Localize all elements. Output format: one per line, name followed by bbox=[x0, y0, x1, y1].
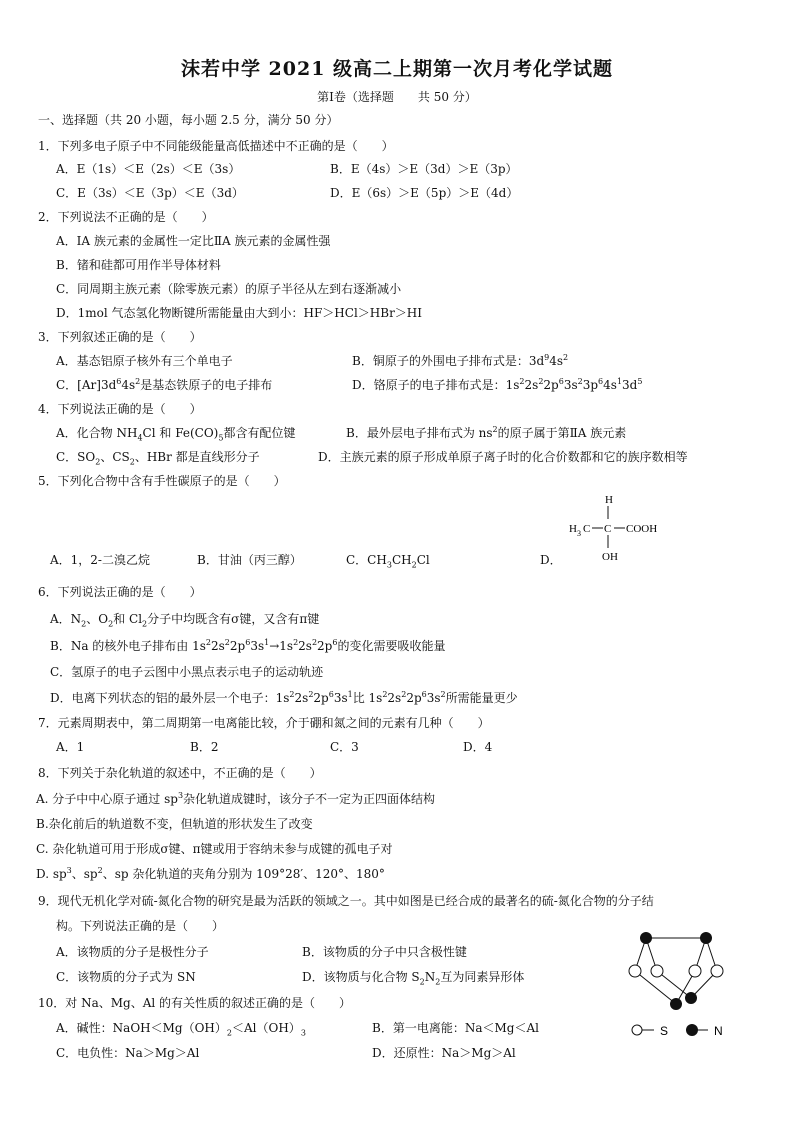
struct-right-cooh: COOH bbox=[626, 523, 658, 535]
struct-bottom-oh: OH bbox=[602, 551, 618, 563]
page-title: 沫若中学 2021 级高二上期第一次月考化学试题 bbox=[180, 58, 614, 80]
q3-option-a: A．基态铝原子核外有三个单电子 bbox=[56, 354, 233, 368]
section-heading: 一、选择题（共 20 小题，每小题 2.5 分，满分 50 分） bbox=[38, 113, 339, 127]
q6-option-a: A．$N_2$、$O_2$和 $Cl_2$分子中均既含有σ键，又含有π键 bbox=[50, 612, 320, 629]
q1-option-b: B．E（4s）＞E（3d）＞E（3p） bbox=[330, 162, 518, 176]
q2-option-b: B．锗和硅都可用作半导体材料 bbox=[56, 258, 221, 272]
q7-option-c: C．3 bbox=[330, 740, 359, 754]
struct-left-h: H bbox=[569, 523, 577, 535]
q9-option-b: B．该物质的分子中只含极性键 bbox=[302, 945, 467, 959]
q9-stem-line2: 构。下列说法正确的是（ ） bbox=[56, 919, 225, 933]
q5-option-c: C．$CH_3CH_2Cl$ bbox=[346, 553, 430, 570]
q1-stem: 1．下列多电子原子中不同能级能量高低描述中不正确的是（ ） bbox=[38, 139, 394, 153]
legend-s-label: S bbox=[660, 1024, 669, 1038]
q6-option-d: D．电离下列状态的铝的最外层一个电子：$1s^22s^22p^63s^1$比 $1s^22s^22p^63s^2$所需能量更少 bbox=[50, 690, 518, 705]
q9-stem-line1: 9．现代无机化学对硫-氮化合物的研究是最为活跃的领域之一。其中如图是已经合成的最著名的硫-氮化合物的分子结 bbox=[38, 894, 654, 908]
q8-option-a: A. 分子中中心原子通过 $sp^3$杂化轨道成键时，该分子不一定为正四面体结构 bbox=[36, 791, 436, 806]
q7-option-d: D．4 bbox=[463, 740, 493, 754]
nitrogen-atom bbox=[640, 932, 652, 944]
q5-stem: 5．下列化合物中含有手性碳原子的是（ ） bbox=[38, 474, 286, 488]
q2-stem: 2．下列说法不正确的是（ ） bbox=[38, 210, 214, 224]
sulfur-atom bbox=[629, 965, 641, 977]
molecule-legend bbox=[630, 1020, 740, 1040]
q3-option-c: C．$[Ar]3d^64s^2$是基态铁原子的电子排布 bbox=[56, 377, 273, 392]
s4n4-molecule-diagram bbox=[626, 926, 726, 1012]
q6-option-b: B．Na 的核外电子排布由 $1s^22s^22p^63s^1\to 1s^22s^22p^6$的变化需要吸收能量 bbox=[50, 638, 446, 653]
q5-option-b: B．甘油（丙三醇） bbox=[197, 553, 302, 567]
q10-option-d: D．还原性：Na＞Mg＞Al bbox=[372, 1046, 516, 1060]
q3-option-b: B．铜原子的外围电子排布式是：$3d^94s^2$ bbox=[352, 353, 569, 368]
q10-option-b: B．第一电离能：Na＜Mg＜Al bbox=[372, 1021, 539, 1035]
q7-option-b: B．2 bbox=[190, 740, 219, 754]
struct-center-c: C bbox=[604, 523, 612, 535]
q10-option-a: A．碱性：$NaOH<Mg(OH)_2<Al(OH)_3$ bbox=[56, 1021, 306, 1038]
q2-option-c: C．同周期主族元素（除零族元素）的原子半径从左到右逐渐减小 bbox=[56, 282, 402, 296]
q5-option-a: A．1，2-二溴乙烷 bbox=[50, 553, 150, 567]
q4-option-c: C．$SO_2$、$CS_2$、HBr 都是直线形分子 bbox=[56, 450, 260, 467]
q8-stem: 8．下列关于杂化轨道的叙述中，不正确的是（ ） bbox=[38, 766, 322, 780]
q8-option-b: B.杂化前后的轨道数不变，但轨道的形状发生了改变 bbox=[36, 817, 313, 831]
q5-option-d: D． bbox=[540, 553, 562, 567]
q10-stem: 10．对 Na、Mg、Al 的有关性质的叙述正确的是（ ） bbox=[38, 996, 352, 1010]
nitrogen-atom bbox=[685, 992, 697, 1004]
struct-left-c: C bbox=[583, 523, 591, 535]
q7-stem: 7．元素周期表中，第二周期第一电离能比较，介于硼和氮之间的元素有几种（ ） bbox=[38, 716, 490, 730]
sulfur-atom bbox=[711, 965, 723, 977]
q3-stem: 3．下列叙述正确的是（ ） bbox=[38, 330, 202, 344]
sulfur-atom bbox=[689, 965, 701, 977]
q9-option-a: A．该物质的分子是极性分子 bbox=[56, 945, 209, 959]
q6-option-c: C．氢原子的电子云图中小黑点表示电子的运动轨迹 bbox=[50, 665, 324, 679]
q4-option-a: A．化合物 $NH_4Cl$ 和 $Fe(CO)_5$都含有配位键 bbox=[56, 426, 296, 443]
q4-option-d: D．主族元素的原子形成单原子离子时的化合价数都和它的族序数相等 bbox=[318, 450, 688, 464]
nitrogen-atom bbox=[700, 932, 712, 944]
q9-option-c: C．该物质的分子式为 SN bbox=[56, 970, 196, 984]
q7-option-a: A．1 bbox=[56, 740, 85, 754]
sulfur-legend-icon bbox=[632, 1025, 642, 1035]
struct-top-h: H bbox=[605, 494, 613, 506]
q2-option-d: D．1mol 气态氢化物断键所需能量由大到小：HF＞HCl＞HBr＞HI bbox=[56, 306, 423, 320]
q1-option-c: C．E（3s）＜E（3p）＜E（3d） bbox=[56, 186, 244, 200]
struct-left-sub: 3 bbox=[577, 529, 581, 538]
sulfur-atom bbox=[651, 965, 663, 977]
q10-option-c: C．电负性：Na＞Mg＞Al bbox=[56, 1046, 200, 1060]
q8-option-c: C. 杂化轨道可用于形成σ键、π键或用于容纳未参与成键的孤电子对 bbox=[36, 842, 393, 856]
q4-stem: 4．下列说法正确的是（ ） bbox=[38, 402, 202, 416]
q4-option-b: B．最外层电子排布式为 $ns^2$的原子属于第ⅡA 族元素 bbox=[346, 425, 627, 440]
q3-option-d: D．铬原子的电子排布式是：$1s^22s^22p^63s^23p^64s^13d^5$ bbox=[352, 377, 643, 392]
q9-option-d: D．该物质与化合物 $S_2N_2$互为同素异形体 bbox=[302, 970, 525, 987]
page-subtitle: 第Ⅰ卷（选择题 共 50 分） bbox=[317, 90, 477, 104]
q8-option-d: D. $sp^3$、$sp^2$、sp 杂化轨道的夹角分别为 109°28′、120°、180° bbox=[36, 866, 385, 881]
q2-option-a: A．ⅠA 族元素的金属性一定比ⅡA 族元素的金属性强 bbox=[56, 234, 331, 248]
lactic-acid-structure bbox=[565, 492, 675, 564]
nitrogen-atom bbox=[670, 998, 682, 1010]
nitrogen-legend-icon bbox=[686, 1024, 698, 1036]
q1-option-d: D．E（6s）＞E（5p）＞E（4d） bbox=[330, 186, 519, 200]
q1-option-a: A．E（1s）＜E（2s）＜E（3s） bbox=[56, 162, 241, 176]
q6-stem: 6．下列说法正确的是（ ） bbox=[38, 585, 202, 599]
legend-n-label: N bbox=[714, 1024, 723, 1038]
